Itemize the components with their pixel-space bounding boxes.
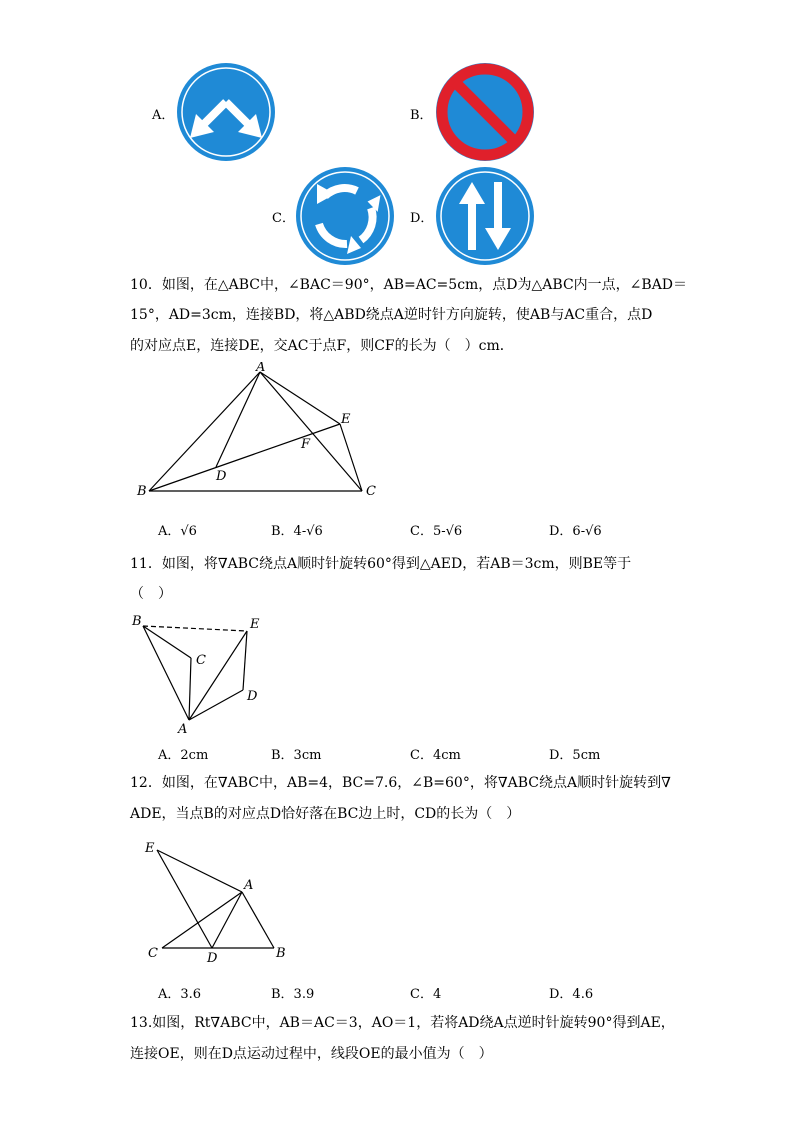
q11-point-c: C bbox=[196, 653, 206, 668]
q10-choice-d: D．6-√6 bbox=[549, 524, 602, 539]
q11-choice-c: C．4cm bbox=[410, 748, 461, 763]
no-parking-sign-icon bbox=[435, 62, 535, 162]
q10-point-d: D bbox=[216, 469, 227, 484]
q12-text-line1: 12．如图，在∇ABC中，AB=4，BC=7.6，∠B=60°，将∇ABC绕点A顺时针旋转到∇ bbox=[130, 775, 671, 791]
q10-text-line2: 15°，AD=3cm，连接BD，将△ABD绕点A逆时针方向旋转，使AB与AC重合，点D bbox=[130, 307, 653, 323]
q11-text-line2: （ ） bbox=[130, 586, 172, 602]
q10-point-b: B bbox=[137, 484, 147, 499]
q12-choice-a: A．3.6 bbox=[158, 987, 202, 1002]
option-d-label: D． bbox=[410, 211, 434, 226]
q12-choice-d: D．4.6 bbox=[549, 987, 594, 1002]
roundabout-sign-icon bbox=[295, 166, 395, 266]
q10-text-line1: 10．如图，在△ABC中，∠BAC＝90°，AB=AC=5cm，点D为△ABC内一点，∠BAD＝ bbox=[130, 277, 688, 293]
q11-text-line1: 11．如图，将∇ABC绕点A顺时针旋转60°得到△AED，若AB＝3cm，则BE等于 bbox=[130, 556, 632, 572]
q12-point-a: A bbox=[244, 878, 254, 893]
q11-choice-b: B．3cm bbox=[271, 748, 322, 763]
q11-choice-a: A．2cm bbox=[158, 748, 209, 763]
q10-point-e: E bbox=[341, 412, 351, 427]
q13-text-line1: 13.如图，Rt∇ABC中，AB＝AC＝3，AO＝1，若将AD绕A点逆时针旋转90°得到AE， bbox=[130, 1015, 675, 1031]
q13-text-line2: 连接OE，则在D点运动过程中，线段OE的最小值为（ ） bbox=[130, 1046, 493, 1062]
q10-choice-b: B．4-√6 bbox=[271, 524, 323, 539]
option-b-label: B． bbox=[410, 108, 433, 123]
q12-point-e: E bbox=[145, 841, 155, 856]
q12-figure bbox=[140, 838, 300, 968]
q12-choice-b: B．3.9 bbox=[271, 987, 315, 1002]
q10-point-f: F bbox=[301, 437, 311, 452]
q11-figure bbox=[125, 610, 275, 740]
q12-choice-c: C．4 bbox=[410, 987, 442, 1002]
q12-text-line2: ADE，当点B的对应点D恰好落在BC边上时，CD的长为（ ） bbox=[130, 806, 521, 822]
option-c-label: C． bbox=[272, 211, 295, 226]
q12-point-c: C bbox=[148, 946, 158, 961]
q11-choice-d: D．5cm bbox=[549, 748, 601, 763]
two-way-traffic-sign-icon bbox=[435, 166, 535, 266]
q10-point-c: C bbox=[366, 484, 376, 499]
q12-point-d: D bbox=[207, 951, 218, 966]
option-a-label: A． bbox=[152, 108, 175, 123]
q11-point-a: A bbox=[178, 722, 188, 737]
q11-point-e: E bbox=[250, 617, 260, 632]
q10-figure bbox=[130, 362, 390, 504]
q10-choice-a: A．√6 bbox=[158, 524, 197, 539]
q10-text-line3: 的对应点E，连接DE，交AC于点F，则CF的长为（ ）cm． bbox=[130, 338, 514, 354]
q11-point-b: B bbox=[132, 614, 142, 629]
q10-point-a: A bbox=[256, 362, 266, 375]
q12-point-b: B bbox=[276, 946, 286, 961]
q11-point-d: D bbox=[247, 689, 258, 704]
q10-choice-c: C．5-√6 bbox=[410, 524, 463, 539]
blue-diverging-arrows-sign-icon bbox=[176, 62, 276, 162]
